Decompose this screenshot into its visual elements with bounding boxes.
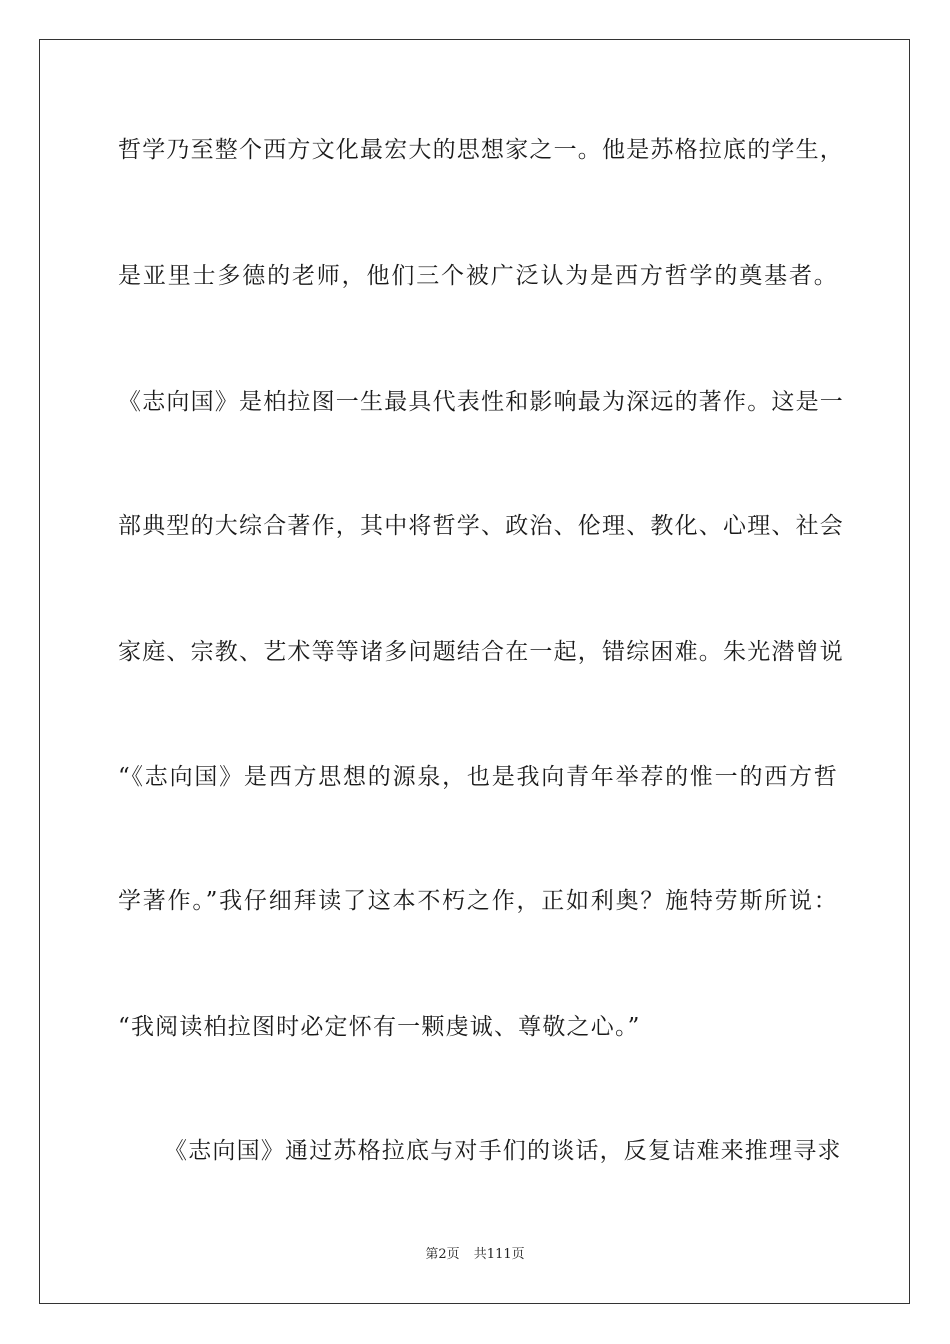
page-number: 第2页 xyxy=(425,1247,460,1262)
text-line-7: 学著作。”我仔细拜读了这本不朽之作，正如利奥？施特劳斯所说： xyxy=(118,888,838,914)
text-line-8: “我阅读柏拉图时必定怀有一颗虔诚、尊敬之心。” xyxy=(118,1014,641,1040)
text-line-3: 《志向国》是柏拉图一生最具代表性和影响最为深远的著作。这是一 xyxy=(118,389,844,415)
text-line-6: “《志向国》是西方思想的源泉，也是我向青年举荐的惟一的西方哲 xyxy=(118,764,838,790)
text-line-9: 《志向国》通过苏格拉底与对手们的谈话，反复诘难来推理寻求 xyxy=(164,1138,842,1164)
page-footer xyxy=(0,1246,950,1264)
page-frame xyxy=(39,39,910,1304)
text-line-5: 家庭、宗教、艺术等等诸多问题结合在一起，错综困难。朱光潜曾说 xyxy=(118,639,844,665)
text-line-1: 哲学乃至整个西方文化最宏大的思想家之一。他是苏格拉底的学生， xyxy=(118,137,844,163)
text-line-2: 是亚里士多德的老师，他们三个被广泛认为是西方哲学的奠基者。 xyxy=(118,263,838,289)
total-pages: 共111页 xyxy=(473,1247,525,1262)
text-line-4: 部典型的大综合著作，其中将哲学、政治、伦理、教化、心理、社会 xyxy=(118,513,844,539)
